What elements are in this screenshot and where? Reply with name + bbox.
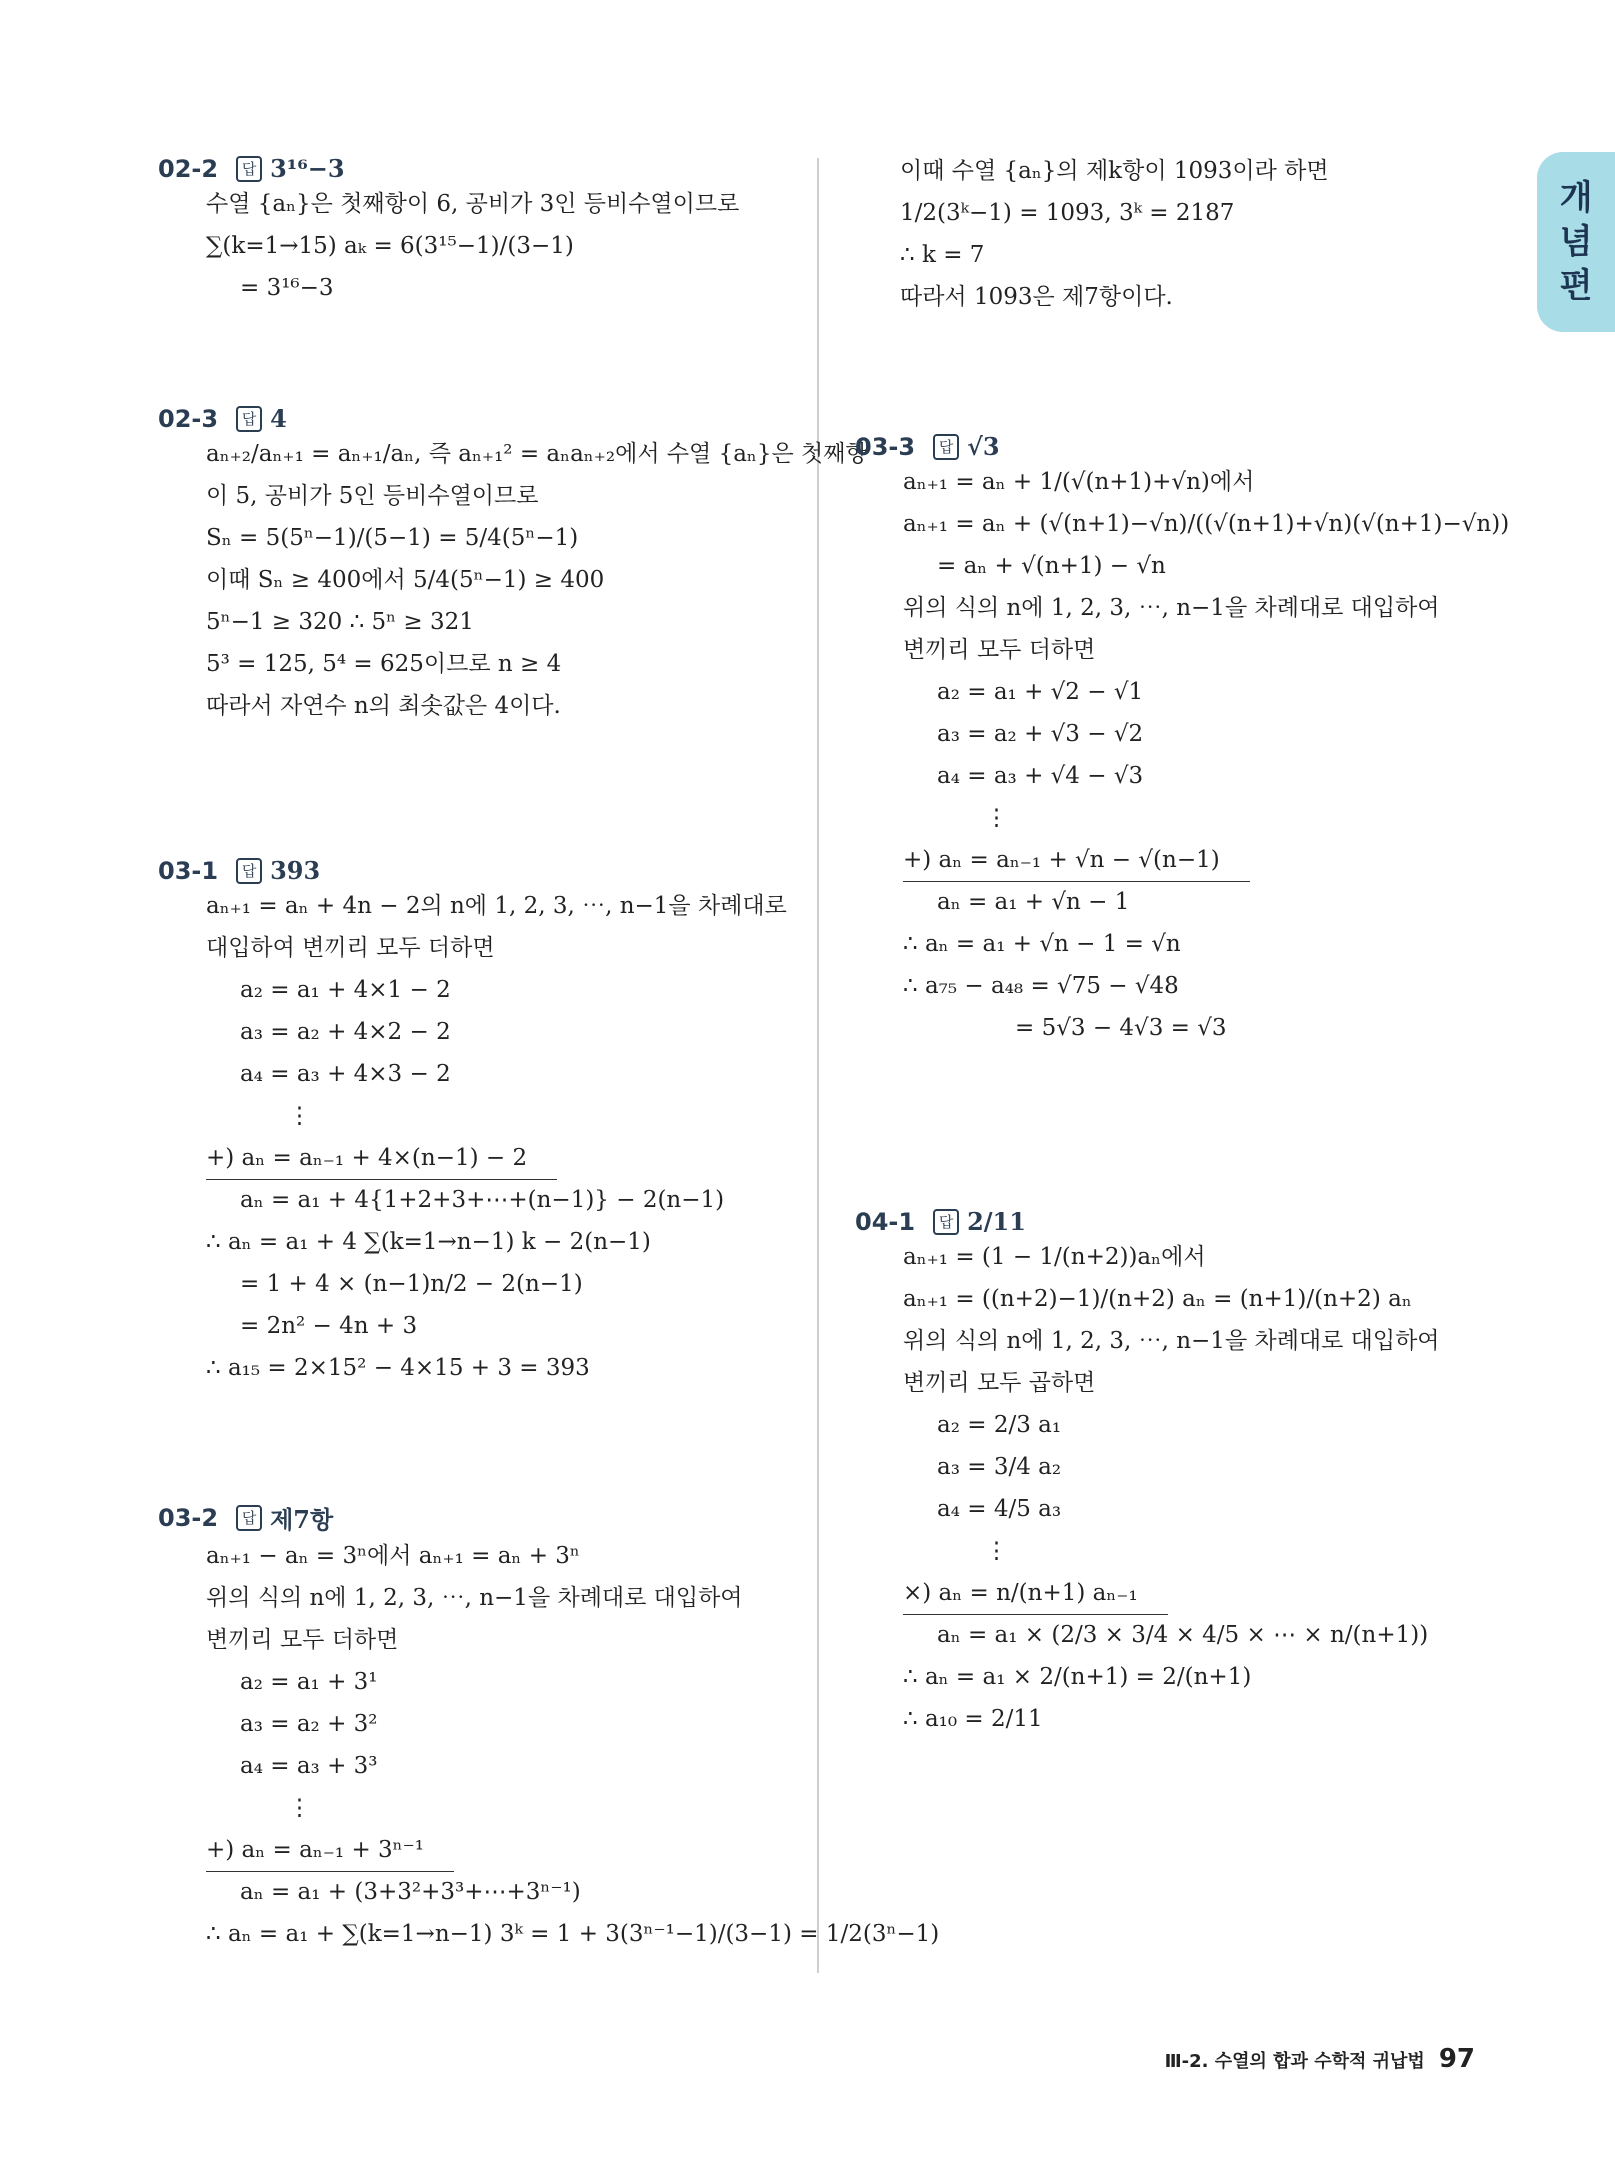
answer-value: 2/11 [967,1207,1026,1236]
solution-line: a₂ = a₁ + 3¹ [240,1669,378,1695]
answer-value: 제7항 [270,1505,334,1534]
solution-line: 수열 {aₙ}은 첫째항이 6, 공비가 3인 등비수열이므로 [206,191,740,217]
problem-number: 02-3 [158,404,219,433]
problem-number: 03-2 [158,1503,219,1532]
solution-line: aₙ₊₁ = aₙ + (√(n+1)−√n)/((√(n+1)+√n)(√(n+1)−√n)) [903,511,1510,537]
section-header [855,1207,1440,1236]
solution-line: aₙ₊₂/aₙ₊₁ = aₙ₊₁/aₙ, 즉 aₙ₊₁² = aₙaₙ₊₂에서 수열 {aₙ}은 첫째항 [206,441,868,467]
solution-line: ∴ k = 7 [900,242,985,268]
solution-line: ∴ a₁₅ = 2×15² − 4×15 + 3 = 393 [206,1355,590,1381]
sum-row: +) aₙ = aₙ₋₁ + √n − √(n−1) [903,839,1250,882]
concept-tab [1537,152,1615,332]
solution-line: aₙ₊₁ = aₙ + 1/(√(n+1)+√n)에서 [903,469,1255,495]
product-line [855,1572,1440,1614]
solution-line: ∑(k=1→15) aₖ = 6(3¹⁵−1)/(3−1) [206,233,574,259]
solution-line: ∴ aₙ = a₁ × 2/(n+1) = 2/(n+1) [903,1664,1252,1690]
section-header [158,1500,939,1535]
solution-line: 5³ = 125, 5⁴ = 625이므로 n ≥ 4 [206,651,562,677]
solution-line: ∴ aₙ = a₁ + √n − 1 = √n [903,931,1181,957]
answer-mark: 답 [236,406,262,432]
problem-number: 03-1 [158,856,219,885]
solution-line: 1/2(3ᵏ−1) = 1093, 3ᵏ = 2187 [900,200,1235,226]
solution-line: Sₙ = 5(5ⁿ−1)/(5−1) = 5/4(5ⁿ−1) [206,525,579,551]
vertical-ellipsis: ⋮ [985,1538,1010,1564]
solution-line: a₄ = a₃ + 4×3 − 2 [240,1061,451,1087]
solution-line: aₙ₊₁ = aₙ + 4n − 2의 n에 1, 2, 3, ⋯, n−1을 차례대로 [206,893,787,919]
answer-mark: 답 [236,858,262,884]
sum-row: +) aₙ = aₙ₋₁ + 4×(n−1) − 2 [206,1137,557,1180]
solution-line: a₂ = a₁ + √2 − √1 [937,679,1144,705]
solution-line: aₙ₊₁ = (1 − 1/(n+2))aₙ에서 [903,1244,1206,1270]
solution-line: 위의 식의 n에 1, 2, 3, ⋯, n−1을 차례대로 대입하여 [903,1328,1440,1354]
tab-char: 편 [1559,266,1593,306]
solution-line: ∴ aₙ = a₁ + ∑(k=1→n−1) 3ᵏ = 1 + 3(3ⁿ⁻¹−1)/(3−1) = 1/2(3ⁿ−1) [206,1921,940,1947]
solution-line: 이 5, 공비가 5인 등비수열이므로 [206,483,539,509]
solution-line: aₙ = a₁ + √n − 1 [937,889,1130,915]
solution-line: a₄ = a₃ + √4 − √3 [937,763,1144,789]
answer-mark: 답 [236,156,262,182]
answer-value: 4 [270,404,287,433]
solution-line: = 2n² − 4n + 3 [240,1313,418,1339]
solution-line: 대입하여 변끼리 모두 더하면 [206,935,495,961]
solution-line: = 3¹⁶−3 [240,275,334,301]
answer-value: 393 [270,856,321,885]
vertical-ellipsis: ⋮ [288,1103,313,1129]
solution-line: 변끼리 모두 곱하면 [903,1370,1096,1396]
solution-line: ∴ aₙ = a₁ + 4 ∑(k=1→n−1) k − 2(n−1) [206,1229,651,1255]
section-02-2 [158,154,739,309]
section-03-3 [855,432,1509,1049]
solution-line: a₄ = a₃ + 3³ [240,1753,378,1779]
sum-line [158,1137,787,1179]
section-03-2-continued [900,150,1329,318]
chapter-title: Ⅲ-2. 수열의 합과 수학적 귀납법 [1164,2051,1425,2072]
solution-line: aₙ = a₁ × (2/3 × 3/4 × 4/5 × ⋯ × n/(n+1)) [937,1622,1429,1648]
solution-line: a₃ = a₂ + 3² [240,1711,378,1737]
solution-line: 위의 식의 n에 1, 2, 3, ⋯, n−1을 차례대로 대입하여 [903,595,1440,621]
vertical-ellipsis: ⋮ [288,1795,313,1821]
solution-line: aₙ₊₁ = ((n+2)−1)/(n+2) aₙ = (n+1)/(n+2) aₙ [903,1286,1412,1312]
section-header [158,404,868,433]
solution-line: 변끼리 모두 더하면 [903,637,1096,663]
solution-line: a₂ = a₁ + 4×1 − 2 [240,977,451,1003]
solution-line: = 1 + 4 × (n−1)n/2 − 2(n−1) [240,1271,583,1297]
section-03-2 [158,1500,939,1955]
solution-line: 5ⁿ−1 ≥ 320 ∴ 5ⁿ ≥ 321 [206,609,474,635]
page-number: 97 [1438,2044,1475,2074]
section-04-1 [855,1207,1440,1740]
sum-row: +) aₙ = aₙ₋₁ + 3ⁿ⁻¹ [206,1829,454,1872]
product-row: ×) aₙ = n/(n+1) aₙ₋₁ [903,1572,1168,1615]
solution-line: 변끼리 모두 더하면 [206,1627,399,1653]
solution-line: = 5√3 − 4√3 = √3 [1015,1015,1227,1041]
solution-line: 이때 수열 {aₙ}의 제k항이 1093이라 하면 [900,158,1329,184]
solution-line: a₄ = 4/5 a₃ [937,1496,1062,1522]
answer-mark: 답 [236,1505,262,1531]
answer-value: 3¹⁶−3 [270,154,345,183]
tab-char: 개 [1559,178,1593,218]
section-02-3 [158,404,868,727]
solution-line: a₂ = 2/3 a₁ [937,1412,1062,1438]
solution-line: a₃ = 3/4 a₂ [937,1454,1062,1480]
answer-mark: 답 [933,1209,959,1235]
solution-line: a₃ = a₂ + √3 − √2 [937,721,1144,747]
section-03-1 [158,856,787,1389]
problem-number: 03-3 [855,432,916,461]
answer-mark: 답 [933,434,959,460]
sum-line [158,1829,939,1871]
solution-line: ∴ a₁₀ = 2/11 [903,1706,1043,1732]
answer-value: √3 [967,432,1000,461]
solution-line: aₙ₊₁ − aₙ = 3ⁿ에서 aₙ₊₁ = aₙ + 3ⁿ [206,1543,580,1569]
solution-line: = aₙ + √(n+1) − √n [937,553,1166,579]
solution-line: 이때 Sₙ ≥ 400에서 5/4(5ⁿ−1) ≥ 400 [206,567,605,593]
solution-line: a₃ = a₂ + 4×2 − 2 [240,1019,451,1045]
solution-line: ∴ a₇₅ − a₄₈ = √75 − √48 [903,973,1179,999]
sum-line [855,839,1509,881]
section-header [158,154,739,183]
tab-char: 념 [1559,222,1593,262]
solution-line: aₙ = a₁ + (3+3²+3³+⋯+3ⁿ⁻¹) [240,1879,581,1905]
vertical-ellipsis: ⋮ [985,805,1010,831]
problem-number: 02-2 [158,154,219,183]
solution-line: 따라서 1093은 제7항이다. [900,284,1173,310]
solution-line: 따라서 자연수 n의 최솟값은 4이다. [206,693,561,719]
section-header [855,432,1509,461]
solution-line: 위의 식의 n에 1, 2, 3, ⋯, n−1을 차례대로 대입하여 [206,1585,743,1611]
page-footer [1165,2044,1475,2074]
section-header [158,856,787,885]
problem-number: 04-1 [855,1207,916,1236]
solution-line: aₙ = a₁ + 4{1+2+3+⋯+(n−1)} − 2(n−1) [240,1187,725,1213]
